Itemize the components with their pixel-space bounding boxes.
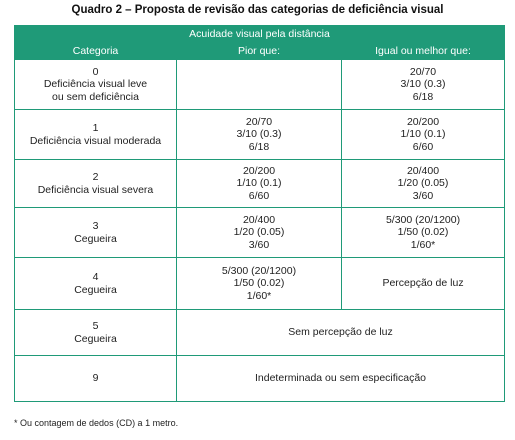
better-than-cell — [342, 60, 505, 110]
cell-line: 1/10 (0.1) — [236, 177, 282, 190]
category-cell — [15, 110, 177, 160]
table-row — [15, 208, 505, 258]
cell-line: Deficiência visual leve — [43, 78, 148, 91]
cell-line: Deficiência visual severa — [37, 183, 154, 196]
cell-line: 1 — [92, 122, 99, 135]
worse-than-cell — [177, 208, 342, 258]
cell-line: 6/60 — [412, 140, 434, 153]
table-row — [15, 110, 505, 160]
column-header-better: Igual ou melhor que: — [342, 43, 505, 60]
cell-line: 5 — [92, 320, 99, 333]
table-row — [15, 310, 505, 356]
worse-than-cell — [177, 160, 342, 208]
cell-line: 20/400 — [242, 213, 276, 226]
cell-line: 9 — [92, 372, 99, 385]
better-than-cell — [342, 160, 505, 208]
cell-line: Deficiência visual moderada — [29, 134, 162, 147]
visual-impairment-table — [14, 25, 505, 402]
cell-line: 5/300 (20/1200) — [385, 213, 461, 226]
worse-than-cell — [177, 258, 342, 310]
column-header-worse: Pior que: — [177, 43, 342, 60]
cell-line: 1/60* — [246, 289, 272, 302]
worse-than-cell — [177, 60, 342, 110]
cell-line: 20/70 — [245, 115, 273, 128]
cell-line: 3 — [92, 220, 99, 233]
category-cell — [15, 258, 177, 310]
cell-line: Percepção de luz — [382, 277, 464, 290]
cell-line: 6/60 — [248, 189, 270, 202]
cell-line: 1/20 (0.05) — [233, 226, 285, 239]
cell-line: 20/200 — [242, 164, 276, 177]
cell-line: 1/50 (0.02) — [233, 277, 285, 290]
better-than-cell — [342, 208, 505, 258]
cell-line: 1/50 (0.02) — [397, 226, 449, 239]
table-row — [15, 258, 505, 310]
cell-line: 20/400 — [406, 164, 440, 177]
cell-line: 5/300 (20/1200) — [221, 264, 297, 277]
merged-value-cell: Sem percepção de luz — [177, 310, 505, 356]
better-than-cell — [342, 110, 505, 160]
header-columns-row — [15, 43, 505, 60]
column-header-category: Categoria — [15, 43, 177, 60]
cell-line: 1/20 (0.05) — [397, 177, 449, 190]
cell-line: 3/10 (0.3) — [236, 128, 282, 141]
table-row — [15, 60, 505, 110]
table-row — [15, 160, 505, 208]
header-group-row — [15, 26, 505, 43]
header-group-cell: Acuidade visual pela distância — [15, 26, 505, 43]
category-cell — [15, 356, 177, 402]
cell-line: 6/18 — [248, 140, 270, 153]
cell-line: 3/10 (0.3) — [400, 78, 446, 91]
cell-line: 3/60 — [412, 189, 434, 202]
cell-line: 4 — [92, 271, 99, 284]
table-row — [15, 356, 505, 402]
cell-line: Cegueira — [74, 232, 117, 245]
footnote: * Ou contagem de dedos (CD) a 1 metro. — [14, 418, 179, 428]
cell-line: 20/70 — [409, 65, 437, 78]
table-title: Quadro 2 – Proposta de revisão das categorias de deficiência visual — [71, 4, 444, 16]
cell-line: 2 — [92, 171, 99, 184]
cell-line: Cegueira — [74, 283, 117, 296]
merged-value-cell: Indeterminada ou sem especificação — [177, 356, 505, 402]
category-cell — [15, 60, 177, 110]
cell-line: 20/200 — [406, 115, 440, 128]
cell-line: 0 — [92, 65, 99, 78]
cell-line: 6/18 — [412, 90, 434, 103]
cell-line: ou sem deficiência — [52, 90, 139, 103]
cell-line: 1/60* — [410, 238, 436, 251]
cell-line: Cegueira — [74, 332, 117, 345]
category-cell — [15, 160, 177, 208]
category-cell — [15, 310, 177, 356]
category-cell — [15, 208, 177, 258]
cell-line: 3/60 — [248, 238, 270, 251]
better-than-cell — [342, 258, 505, 310]
cell-line: 1/10 (0.1) — [400, 128, 446, 141]
worse-than-cell — [177, 110, 342, 160]
